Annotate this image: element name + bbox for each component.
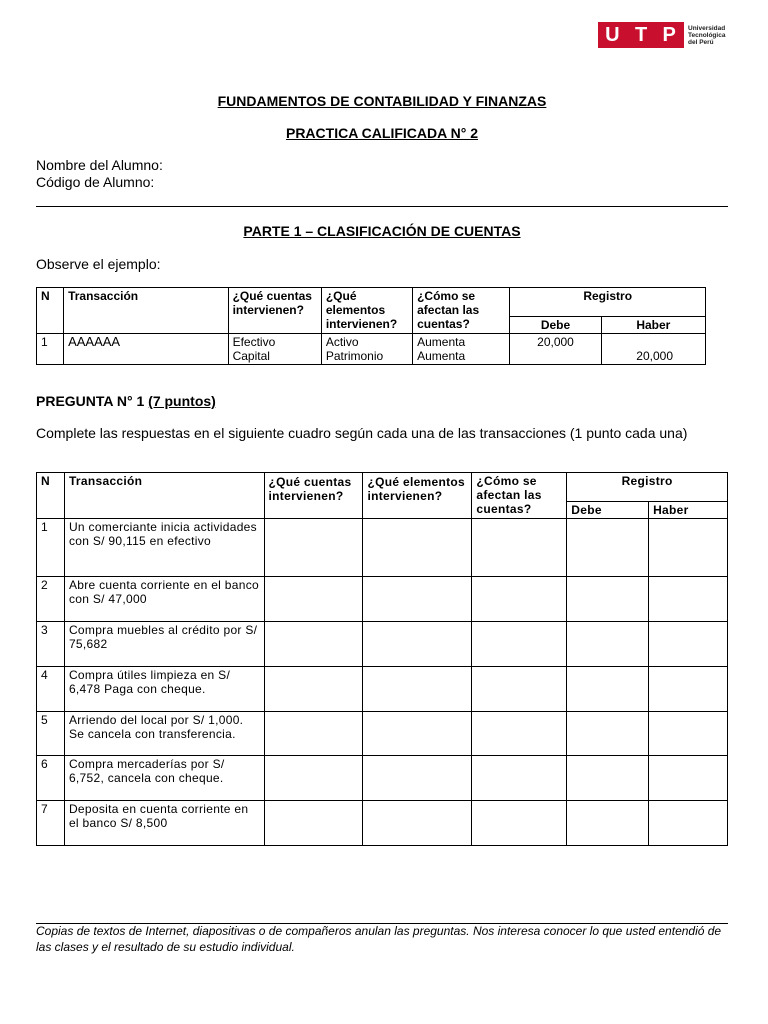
student-code-label: Código de Alumno: [36, 174, 155, 190]
course-title: FUNDAMENTOS DE CONTABILIDAD Y FINANZAS [217, 93, 547, 109]
row-2-text: Abre cuenta corriente en el banco con S/ 47,000 [64, 577, 264, 622]
question-header-cuentas: ¿Qué cuentas intervienen? [264, 473, 363, 519]
row-4-cuentas-cell[interactable] [264, 667, 363, 712]
example-debe-value: 20,000 [537, 335, 574, 349]
row-6-afectan-cell[interactable] [472, 756, 567, 801]
table-row [37, 712, 728, 756]
row-5-text: Arriendo del local por S/ 1,000. Se cancela con transferencia. [64, 712, 264, 756]
row-1-elementos-cell[interactable] [363, 519, 472, 577]
example-row-transaccion: AAAAAA [64, 334, 228, 365]
row-6-n: 6 [37, 756, 65, 801]
row-7-text: Deposita en cuenta corriente en el banco S/ 8,500 [64, 801, 264, 846]
example-header-afectan: ¿Cómo se afectan las cuentas? [413, 288, 510, 334]
question-header-transaccion: Transacción [64, 473, 264, 519]
question-header-n: N [37, 473, 65, 519]
example-header-haber: Haber [601, 317, 705, 334]
row-7-cuentas-cell[interactable] [264, 801, 363, 846]
example-row-elementos [321, 334, 412, 365]
row-6-debe-cell[interactable] [567, 756, 649, 801]
example-header-transaccion: Transacción [64, 288, 228, 334]
question1-instruction: Complete las respuestas en el siguiente cuadro según cada una de las transacciones (1 punto cada una) [36, 425, 688, 441]
row-2-cuentas-cell[interactable] [264, 577, 363, 622]
row-2-n: 2 [37, 577, 65, 622]
question-header-registro: Registro [567, 473, 728, 502]
question-header-debe: Debe [567, 502, 649, 519]
student-name-label: Nombre del Alumno: [36, 157, 163, 173]
example-instruction: Observe el ejemplo: [36, 256, 161, 272]
example-row-debe [510, 334, 601, 365]
row-7-n: 7 [37, 801, 65, 846]
logo-university-name [688, 25, 738, 46]
logo-line-1: Universidad [688, 24, 726, 32]
row-3-elementos-cell[interactable] [363, 622, 472, 667]
row-6-text: Compra mercaderías por S/ 6,752, cancela con cheque. [64, 756, 264, 801]
row-3-n: 3 [37, 622, 65, 667]
row-2-elementos-cell[interactable] [363, 577, 472, 622]
row-1-text: Un comerciante inicia actividades con S/ 90,115 en efectivo [64, 519, 264, 577]
logo-letter-p: P [662, 23, 677, 46]
example-table [36, 287, 706, 365]
example-row-n: 1 [37, 334, 64, 365]
row-6-cuentas-cell[interactable] [264, 756, 363, 801]
example-header-elementos: ¿Qué elementos intervienen? [321, 288, 412, 334]
divider [36, 206, 728, 207]
row-7-elementos-cell[interactable] [363, 801, 472, 846]
question1-heading [36, 393, 216, 409]
example-elemento-2: Patrimonio [325, 349, 384, 363]
row-1-haber-cell[interactable] [649, 519, 728, 577]
question-header-elementos: ¿Qué elementos intervienen? [363, 473, 472, 519]
row-4-elementos-cell[interactable] [363, 667, 472, 712]
example-row-afectan [413, 334, 510, 365]
row-6-haber-cell[interactable] [649, 756, 728, 801]
row-1-n: 1 [37, 519, 65, 577]
utp-logo-box [598, 22, 684, 48]
row-3-cuentas-cell[interactable] [264, 622, 363, 667]
table-row [37, 622, 728, 667]
question1-points: (7 puntos) [148, 393, 216, 409]
example-header-n: N [37, 288, 64, 334]
example-row-cuentas [228, 334, 321, 365]
example-afecta-2: Aumenta [417, 349, 466, 363]
example-haber-value: 20,000 [636, 349, 673, 363]
row-4-text: Compra útiles limpieza en S/ 6,478 Paga con cheque. [64, 667, 264, 712]
row-5-cuentas-cell[interactable] [264, 712, 363, 756]
row-1-cuentas-cell[interactable] [264, 519, 363, 577]
example-row [37, 334, 706, 365]
row-5-afectan-cell[interactable] [472, 712, 567, 756]
row-4-n: 4 [37, 667, 65, 712]
row-4-debe-cell[interactable] [567, 667, 649, 712]
example-header-debe: Debe [510, 317, 601, 334]
row-3-text: Compra muebles al crédito por S/ 75,682 [64, 622, 264, 667]
row-2-afectan-cell[interactable] [472, 577, 567, 622]
utp-logo [598, 22, 738, 48]
row-4-haber-cell[interactable] [649, 667, 728, 712]
row-5-elementos-cell[interactable] [363, 712, 472, 756]
row-7-debe-cell[interactable] [567, 801, 649, 846]
example-header-cuentas: ¿Qué cuentas intervienen? [228, 288, 321, 334]
row-3-afectan-cell[interactable] [472, 622, 567, 667]
logo-letter-t: T [634, 23, 649, 46]
part1-title: PARTE 1 – CLASIFICACIÓN DE CUENTAS [243, 223, 521, 239]
row-2-debe-cell[interactable] [567, 577, 649, 622]
row-3-debe-cell[interactable] [567, 622, 649, 667]
example-afecta-1: Aumenta [417, 335, 466, 349]
question-header-afectan: ¿Cómo se afectan las cuentas? [472, 473, 567, 519]
example-cuenta-2: Capital [232, 349, 270, 363]
row-6-elementos-cell[interactable] [363, 756, 472, 801]
question-header-haber: Haber [649, 502, 728, 519]
example-row-haber [601, 334, 705, 365]
row-2-haber-cell[interactable] [649, 577, 728, 622]
row-1-afectan-cell[interactable] [472, 519, 567, 577]
row-5-haber-cell[interactable] [649, 712, 728, 756]
logo-letter-u: U [605, 23, 621, 46]
row-7-afectan-cell[interactable] [472, 801, 567, 846]
footer-note: Copias de textos de Internet, diapositivas o de compañeros anulan las preguntas. Nos interesa conocer lo que usted entendió de las clases y el resultado de su estudio individual. [36, 924, 722, 954]
row-5-debe-cell[interactable] [567, 712, 649, 756]
example-cuenta-1: Efectivo [232, 335, 276, 349]
row-1-debe-cell[interactable] [567, 519, 649, 577]
row-3-haber-cell[interactable] [649, 622, 728, 667]
row-4-afectan-cell[interactable] [472, 667, 567, 712]
table-row [37, 577, 728, 622]
table-row [37, 667, 728, 712]
row-7-haber-cell[interactable] [649, 801, 728, 846]
question-table [36, 472, 728, 846]
example-header-registro: Registro [510, 288, 706, 317]
exam-title: PRACTICA CALIFICADA N° 2 [285, 125, 478, 141]
table-row [37, 756, 728, 801]
table-row [37, 801, 728, 846]
logo-line-3: del Perú [688, 38, 714, 46]
table-row [37, 519, 728, 577]
row-5-n: 5 [37, 712, 65, 756]
question1-label: PREGUNTA N° 1 [36, 393, 145, 409]
logo-line-2: Tecnológica [688, 31, 726, 39]
example-elemento-1: Activo [325, 335, 359, 349]
